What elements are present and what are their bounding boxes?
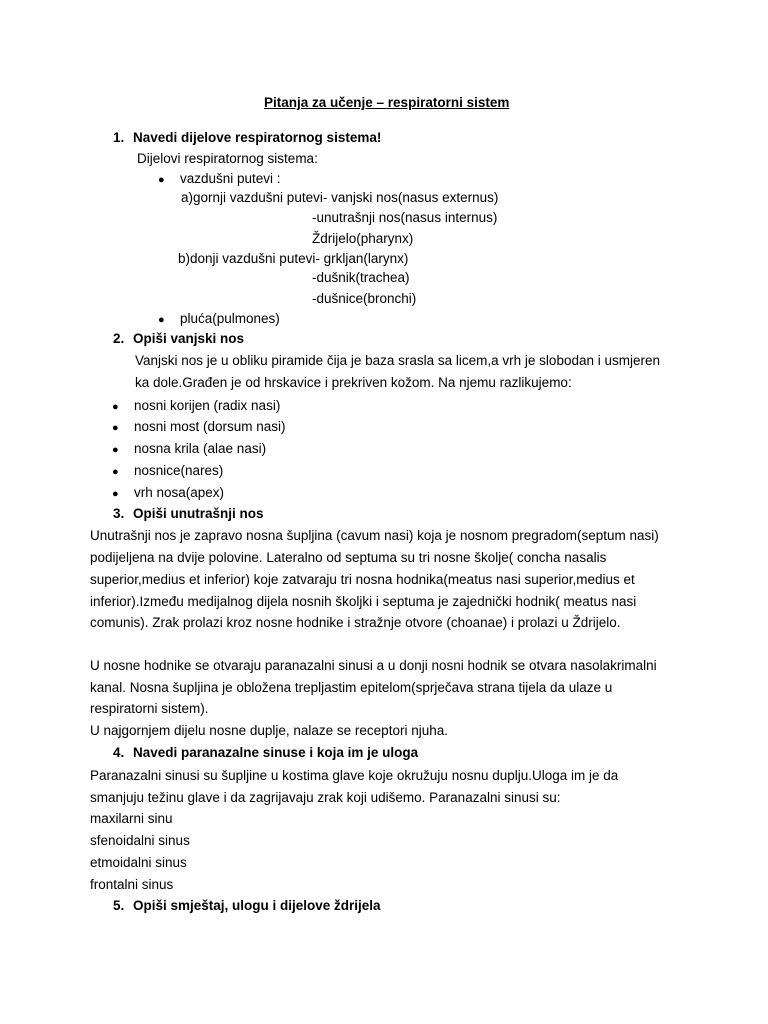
question-3-number: 3. xyxy=(113,506,125,521)
list-item xyxy=(112,397,280,416)
q3-line: kanal. Nosna šupljina je obložena trepljastim epitelom(sprječava strana tijela da ulaze u xyxy=(90,680,613,695)
question-5-text: Opiši smještaj, ulogu i dijelove ždrijela xyxy=(133,898,381,913)
q1-upper-airways-2: -unutrašnji nos(nasus internus) xyxy=(312,210,498,225)
question-4-text: Navedi paranazalne sinuse i koja im je uloga xyxy=(133,745,419,760)
q2-paragraph-line-2: ka dole.Građen je od hrskavice i prekriven kožom. Na njemu razlikujemo: xyxy=(135,375,572,390)
q1-lower-airways: b)donji vazdušni putevi- grkljan(larynx) xyxy=(178,251,409,266)
q3-line: inferior).Između medijalnog dijela nosnih školjki i septuma je zajednički hodnik( meatus nasi xyxy=(90,594,637,609)
q1-bullet-lungs xyxy=(158,310,280,329)
q3-line: U nosne hodnike se otvaraju paranazalni sinusi a u donji nosni hodnik se otvara nasolakrimalni xyxy=(90,658,657,673)
q2-item-text: nosni most (dorsum nasi) xyxy=(134,419,286,434)
q1-intro: Dijelovi respiratornog sistema: xyxy=(137,151,318,166)
q1-lower-airways-2: -dušnik(trachea) xyxy=(312,270,410,285)
list-item xyxy=(112,440,266,459)
bullet-icon: ● xyxy=(112,401,119,413)
list-item xyxy=(112,484,224,503)
bullet-icon: ● xyxy=(112,466,119,478)
q1-upper-airways: a)gornji vazdušni putevi- vanjski nos(nasus externus) xyxy=(181,190,499,205)
q3-line: U najgornjem dijelu nosne duplje, nalaze se receptori njuha. xyxy=(90,723,448,738)
question-5-number: 5. xyxy=(113,898,125,913)
question-2-heading xyxy=(113,330,244,348)
q3-line: comunis). Zrak prolazi kroz nosne hodnike i stražnje otvore (choanae) i prolazi u Ždrijelo. xyxy=(90,615,621,630)
question-1-number: 1. xyxy=(113,130,125,145)
question-1-text: Navedi dijelove respiratornog sistema! xyxy=(133,130,382,145)
q4-line: maxilarni sinu xyxy=(90,811,173,826)
list-item xyxy=(112,418,286,437)
q1-lungs-text: pluća(pulmones) xyxy=(180,311,280,326)
q2-item-text: vrh nosa(apex) xyxy=(134,485,225,500)
q3-line: Unutrašnji nos je zapravo nosna šupljina (cavum nasi) koja je nosnom pregradom(septum nasi) xyxy=(90,528,659,543)
q3-line: respiratorni sistem). xyxy=(90,701,209,716)
question-3-text: Opiši unutrašnji nos xyxy=(133,506,264,521)
bullet-icon: ● xyxy=(112,488,119,500)
question-1-heading xyxy=(113,129,381,147)
question-2-text: Opiši vanjski nos xyxy=(133,331,245,346)
bullet-icon: ● xyxy=(112,422,119,434)
q1-airways-text: vazdušni putevi : xyxy=(180,171,281,186)
q3-line: superior,medius et inferior) koje zatvaraju tri nosna hodnika(meatus nasi superior,medius et xyxy=(90,572,635,587)
document-title: Pitanja za učenje – respiratorni sistem xyxy=(264,95,510,110)
list-item xyxy=(112,462,223,481)
bullet-icon: ● xyxy=(112,444,119,456)
question-2-number: 2. xyxy=(113,331,125,346)
q4-line: sfenoidalni sinus xyxy=(90,833,190,848)
q4-line: Paranazalni sinusi su šupljine u kostima glave koje okružuju nosnu duplju.Uloga im je da xyxy=(90,768,619,783)
q2-item-text: nosni korijen (radix nasi) xyxy=(134,398,281,413)
q2-paragraph-line-1: Vanjski nos je u obliku piramide čija je baza srasla sa licem,a vrh je slobodan i usmjeren xyxy=(135,353,661,368)
q2-item-text: nosna krila (alae nasi) xyxy=(134,441,267,456)
q4-line: etmoidalni sinus xyxy=(90,855,187,870)
bullet-icon: ● xyxy=(158,314,165,326)
q1-lower-airways-3: -dušnice(bronchi) xyxy=(312,291,417,306)
q3-line: podijeljena na dvije polovine. Lateralno od septuma su tri nosne školje( concha nasalis xyxy=(90,550,607,565)
question-4-number: 4. xyxy=(113,745,125,760)
q2-item-text: nosnice(nares) xyxy=(134,463,224,478)
q1-bullet-airways xyxy=(158,170,281,189)
question-4-heading xyxy=(113,744,418,762)
question-5-heading xyxy=(113,897,381,915)
question-3-heading xyxy=(113,505,264,523)
q4-line: smanjuju težinu glave i da zagrijavaju zrak koji udišemo. Paranazalni sinusi su: xyxy=(90,790,561,805)
q1-upper-airways-3: Ždrijelo(pharynx) xyxy=(312,231,414,246)
q4-line: frontalni sinus xyxy=(90,877,174,892)
bullet-icon: ● xyxy=(158,174,165,186)
